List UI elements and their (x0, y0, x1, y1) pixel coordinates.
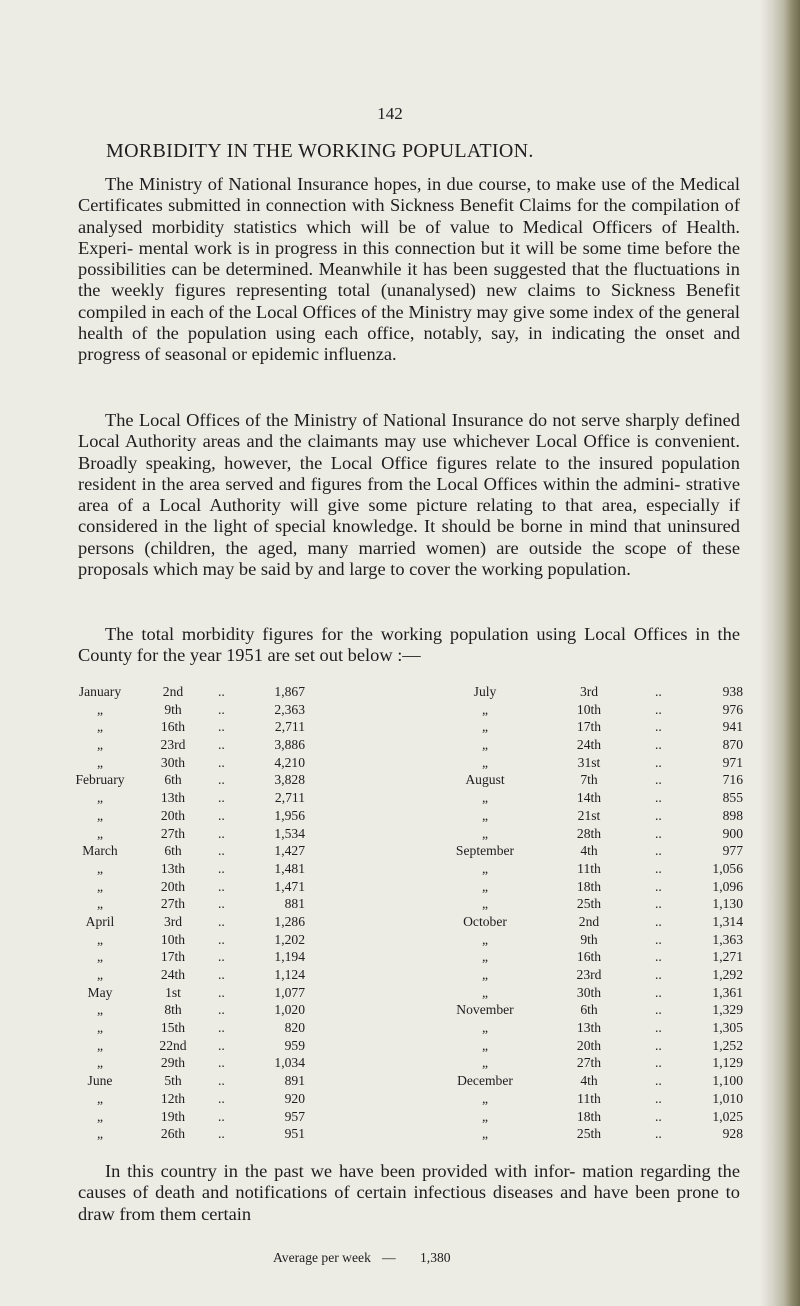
table-row (60, 825, 410, 843)
row-day: 26th (160, 1126, 186, 1142)
table-row (60, 736, 410, 754)
row-day: 27th (160, 825, 186, 841)
table-row (60, 701, 410, 719)
row-value: 1,956 (274, 807, 305, 823)
row-dots: .. (655, 843, 662, 859)
row-month: „ (481, 825, 489, 841)
table-row (60, 842, 410, 860)
row-dots: .. (655, 1020, 662, 1036)
row-month: „ (481, 860, 489, 876)
table-row (410, 771, 770, 789)
table-row (60, 718, 410, 736)
row-dots: .. (218, 1055, 225, 1071)
row-value: 941 (722, 719, 743, 735)
row-dots: .. (218, 896, 225, 912)
row-dots: .. (655, 931, 662, 947)
table-row (410, 701, 770, 719)
row-dots: .. (218, 878, 225, 894)
row-day: 11th (577, 860, 601, 876)
average-dash: — (382, 1250, 396, 1265)
row-value: 1,096 (712, 878, 743, 894)
table-row (410, 718, 770, 736)
row-dots: .. (655, 1090, 662, 1106)
row-day: 16th (160, 719, 186, 735)
row-day: 14th (576, 790, 602, 806)
row-month: „ (96, 896, 104, 912)
table-row (410, 1108, 770, 1126)
row-day: 17th (160, 949, 186, 965)
table-row (60, 878, 410, 896)
row-dots: .. (218, 949, 225, 965)
row-day: 6th (164, 843, 182, 859)
row-month: „ (96, 1126, 104, 1142)
row-dots: .. (218, 860, 225, 876)
row-month: „ (96, 1090, 104, 1106)
paragraph-local-offices: The Local Offices of the Ministry of National Insurance do not serve sharply defined Local Authority areas and the claimants may use whichever Local Office is convenient. Broadly speaking, however, the Local Office figures relate to the insured population resident in the area served and figures from the Local Offices within the admini- strative area of a Local Authority will give some picture relating to that area, especially if considered in the light of special knowledge. It should be borne in mind that uninsured persons (children, the aged, many married women) are outside the scope of these proposals which may be said by and large to cover the working population. (78, 410, 740, 580)
row-value: 959 (284, 1037, 305, 1053)
row-dots: .. (655, 860, 662, 876)
row-dots: .. (655, 790, 662, 806)
row-dots: .. (218, 737, 225, 753)
row-dots: .. (655, 913, 662, 929)
table-row (410, 807, 770, 825)
row-day: 21st (577, 807, 601, 823)
row-day: 9th (164, 701, 182, 717)
row-month: August (465, 772, 505, 788)
row-dots: .. (218, 1073, 225, 1089)
row-dots: .. (655, 701, 662, 717)
table-row (410, 931, 770, 949)
row-value: 1,427 (274, 843, 305, 859)
row-day: 3rd (579, 684, 599, 699)
paragraph-intro: The Ministry of National Insurance hopes, in due course, to make use of the Medical Certificates submitted in connection with Sickness Benefit Claims for the compilation of analysed morbidity statistics which will be of value to Medical Officers of Health. Experi- mental work is in progress in this connection but it will be some time before the possibilities can be determined. Meanwhile it has been suggested that the fluctuations in the weekly figures representing total (unanalysed) new claims to Sickness Benefit compiled in each of the Local Offices of the Ministry may give some index of the general health of the population using each office, notably, say, in indicating the onset and progress of seasonal or epidemic influenza. (78, 174, 740, 365)
row-day: 17th (576, 719, 602, 735)
row-value: 1,020 (274, 1002, 305, 1018)
row-value: 4,210 (274, 754, 305, 770)
table-row (60, 1037, 410, 1055)
average-label: Average per week (273, 1250, 371, 1265)
row-month: January (78, 684, 122, 699)
row-value: 900 (722, 825, 743, 841)
table-row (410, 754, 770, 772)
table-row (60, 807, 410, 825)
row-dots: .. (655, 825, 662, 841)
row-day: 20th (160, 878, 186, 894)
table-row (410, 825, 770, 843)
row-month: November (456, 1002, 514, 1018)
row-dots: .. (655, 1002, 662, 1018)
row-dots: .. (218, 754, 225, 770)
table-row (410, 683, 770, 701)
row-value: 1,329 (712, 1002, 743, 1018)
row-dots: .. (218, 684, 225, 699)
row-month: „ (481, 1126, 489, 1142)
row-month: „ (96, 949, 104, 965)
table-row (410, 1037, 770, 1055)
row-day: 7th (580, 772, 598, 788)
row-value: 855 (722, 790, 743, 806)
average-value: 1,380 (420, 1250, 451, 1265)
table-row (60, 1072, 410, 1090)
table-row (410, 913, 770, 931)
row-dots: .. (655, 1055, 662, 1071)
row-dots: .. (655, 984, 662, 1000)
row-value: 1,305 (712, 1020, 743, 1036)
row-day: 16th (576, 949, 602, 965)
row-dots: .. (655, 807, 662, 823)
table-row (60, 1108, 410, 1126)
row-day: 23rd (576, 967, 602, 982)
row-month: March (82, 843, 118, 859)
table-row (410, 1001, 770, 1019)
row-dots: .. (218, 1108, 225, 1124)
row-month: „ (481, 967, 489, 982)
row-day: 13th (160, 860, 186, 876)
row-month: „ (96, 754, 104, 770)
row-day: 18th (576, 878, 602, 894)
row-month: „ (96, 1037, 104, 1053)
row-month: „ (481, 701, 489, 717)
row-month: „ (96, 737, 104, 753)
table-row (60, 1019, 410, 1037)
row-month: „ (481, 807, 489, 823)
table-row (60, 931, 410, 949)
row-month: „ (481, 984, 489, 1000)
row-value: 1,292 (712, 967, 743, 982)
row-value: 1,361 (712, 984, 743, 1000)
row-month: „ (96, 719, 104, 735)
table-row (60, 683, 410, 701)
row-value: 870 (722, 737, 743, 753)
row-value: 928 (722, 1126, 743, 1142)
row-value: 957 (284, 1108, 305, 1124)
row-month: „ (481, 790, 489, 806)
row-dots: .. (655, 1108, 662, 1124)
row-month: „ (96, 807, 104, 823)
row-value: 1,010 (712, 1090, 743, 1106)
table-row (60, 948, 410, 966)
row-day: 2nd (162, 684, 184, 699)
row-value: 898 (722, 807, 743, 823)
row-month: „ (96, 701, 104, 717)
row-dots: .. (655, 772, 662, 788)
page-title: MORBIDITY IN THE WORKING POPULATION. (106, 140, 534, 162)
row-month: „ (481, 1055, 489, 1071)
table-row (410, 736, 770, 754)
row-value: 2,711 (274, 719, 305, 735)
row-month: „ (481, 737, 489, 753)
row-value: 2,363 (274, 701, 305, 717)
row-value: 1,314 (712, 913, 743, 929)
row-month: October (463, 913, 507, 929)
row-month: „ (96, 825, 104, 841)
row-day: 25th (576, 896, 602, 912)
row-value: 938 (722, 684, 743, 699)
row-dots: .. (218, 701, 225, 717)
table-first-half (60, 683, 410, 1143)
row-day: 20th (576, 1037, 602, 1053)
row-day: 27th (160, 896, 186, 912)
row-dots: .. (655, 949, 662, 965)
row-month: „ (96, 878, 104, 894)
row-day: 13th (160, 790, 186, 806)
row-month: „ (96, 967, 104, 982)
row-dots: .. (218, 967, 225, 982)
row-day: 15th (160, 1020, 186, 1036)
table-row (60, 1090, 410, 1108)
row-month: „ (96, 1055, 104, 1071)
row-day: 6th (580, 1002, 598, 1018)
row-month: „ (481, 931, 489, 947)
row-value: 977 (722, 843, 743, 859)
row-month: February (75, 772, 125, 788)
row-dots: .. (655, 719, 662, 735)
paragraph-causes-of-death: In this country in the past we have been provided with infor- mation regarding the causes of death and notifications of certain infectious diseases and have been prone to draw from them certain (78, 1161, 740, 1224)
row-dots: .. (218, 913, 225, 929)
row-value: 1,100 (712, 1073, 743, 1089)
row-value: 1,286 (274, 913, 305, 929)
row-value: 1,077 (274, 984, 305, 1000)
row-dots: .. (655, 878, 662, 894)
row-dots: .. (218, 1020, 225, 1036)
row-day: 5th (164, 1073, 182, 1089)
row-month: „ (96, 931, 104, 947)
row-day: 31st (577, 754, 601, 770)
row-dots: .. (655, 1037, 662, 1053)
row-day: 29th (160, 1055, 186, 1071)
row-month: „ (96, 790, 104, 806)
row-value: 1,129 (712, 1055, 743, 1071)
row-day: 30th (576, 984, 602, 1000)
table-row (410, 789, 770, 807)
row-day: 24th (576, 737, 602, 753)
row-dots: .. (218, 1037, 225, 1053)
row-day: 12th (160, 1090, 186, 1106)
table-row (60, 984, 410, 1002)
row-value: 1,034 (274, 1055, 305, 1071)
row-day: 30th (160, 754, 186, 770)
row-month: „ (96, 860, 104, 876)
table-row (410, 860, 770, 878)
row-day: 3rd (163, 913, 183, 929)
row-value: 2,711 (274, 790, 305, 806)
paragraph-table-intro: The total morbidity figures for the working population using Local Offices in the County for the year 1951 are set out below :— (78, 624, 740, 666)
row-value: 1,363 (712, 931, 743, 947)
table-row (410, 1125, 770, 1143)
row-dots: .. (218, 790, 225, 806)
row-month: „ (96, 1020, 104, 1036)
table-row (410, 842, 770, 860)
row-day: 10th (160, 931, 186, 947)
row-dots: .. (655, 754, 662, 770)
row-month: June (87, 1073, 113, 1089)
table-row (60, 913, 410, 931)
row-month: „ (481, 1037, 489, 1053)
table-row (410, 895, 770, 913)
row-value: 1,481 (274, 860, 305, 876)
row-dots: .. (218, 1090, 225, 1106)
table-row (410, 1019, 770, 1037)
row-value: 1,025 (712, 1108, 743, 1124)
row-dots: .. (218, 807, 225, 823)
table-row (410, 1054, 770, 1072)
row-dots: .. (655, 1126, 662, 1142)
row-value: 820 (284, 1020, 305, 1036)
row-dots: .. (218, 772, 225, 788)
row-month: September (455, 843, 515, 859)
row-day: 25th (576, 1126, 602, 1142)
row-dots: .. (655, 737, 662, 753)
row-value: 3,828 (274, 772, 305, 788)
row-dots: .. (655, 896, 662, 912)
row-month: „ (96, 1002, 104, 1018)
row-value: 3,886 (274, 737, 305, 753)
row-day: 4th (580, 1073, 598, 1089)
table-row (60, 895, 410, 913)
row-day: 18th (576, 1108, 602, 1124)
row-month: May (87, 984, 113, 1000)
row-value: 1,202 (274, 931, 305, 947)
row-value: 881 (284, 896, 305, 912)
row-value: 1,867 (274, 684, 305, 699)
row-day: 23rd (160, 737, 186, 753)
row-month: „ (481, 878, 489, 894)
table-row (410, 984, 770, 1002)
row-day: 9th (580, 931, 598, 947)
row-day: 27th (576, 1055, 602, 1071)
table-row (410, 966, 770, 984)
row-day: 6th (164, 772, 182, 788)
row-dots: .. (218, 931, 225, 947)
row-value: 971 (722, 754, 743, 770)
row-day: 11th (577, 1090, 601, 1106)
row-day: 28th (576, 825, 602, 841)
row-dots: .. (218, 1002, 225, 1018)
row-day: 8th (164, 1002, 182, 1018)
row-month: „ (481, 896, 489, 912)
table-row (60, 789, 410, 807)
row-day: 4th (580, 843, 598, 859)
table-row (60, 966, 410, 984)
row-month: „ (481, 1020, 489, 1036)
table-row (60, 1054, 410, 1072)
row-value: 1,056 (712, 860, 743, 876)
row-day: 22nd (159, 1037, 187, 1053)
row-value: 1,124 (274, 967, 305, 982)
row-dots: .. (218, 843, 225, 859)
row-value: 951 (284, 1126, 305, 1142)
row-dots: .. (655, 1073, 662, 1089)
row-day: 19th (160, 1108, 186, 1124)
row-month: „ (481, 949, 489, 965)
row-month: December (457, 1073, 513, 1089)
row-month: „ (481, 1090, 489, 1106)
row-dots: .. (218, 825, 225, 841)
row-month: „ (481, 719, 489, 735)
table-row (60, 1125, 410, 1143)
table-row (60, 860, 410, 878)
table-row (410, 948, 770, 966)
table-row (410, 1090, 770, 1108)
row-day: 2nd (578, 913, 600, 929)
row-value: 920 (284, 1090, 305, 1106)
row-value: 1,534 (274, 825, 305, 841)
table-row (60, 1001, 410, 1019)
row-dots: .. (655, 684, 662, 699)
row-month: July (473, 684, 497, 699)
row-day: 13th (576, 1020, 602, 1036)
table-row (410, 1072, 770, 1090)
table-row (60, 754, 410, 772)
row-value: 1,252 (712, 1037, 743, 1053)
row-dots: .. (655, 967, 662, 982)
row-month: „ (481, 754, 489, 770)
row-dots: .. (218, 719, 225, 735)
row-value: 1,471 (274, 878, 305, 894)
row-month: April (85, 913, 115, 929)
row-value: 1,130 (712, 896, 743, 912)
row-value: 891 (284, 1073, 305, 1089)
row-day: 24th (160, 967, 186, 982)
row-value: 1,271 (712, 949, 743, 965)
table-second-half (410, 683, 770, 1143)
row-day: 10th (576, 701, 602, 717)
row-day: 20th (160, 807, 186, 823)
row-value: 976 (722, 701, 743, 717)
row-value: 1,194 (274, 949, 305, 965)
average-row (60, 1249, 770, 1267)
row-value: 716 (722, 772, 743, 788)
page-number: 142 (377, 104, 403, 123)
row-day: 1st (165, 984, 181, 1000)
row-month: „ (96, 1108, 104, 1124)
table-row (410, 878, 770, 896)
row-month: „ (481, 1108, 489, 1124)
row-dots: .. (218, 984, 225, 1000)
row-dots: .. (218, 1126, 225, 1142)
table-row (60, 771, 410, 789)
